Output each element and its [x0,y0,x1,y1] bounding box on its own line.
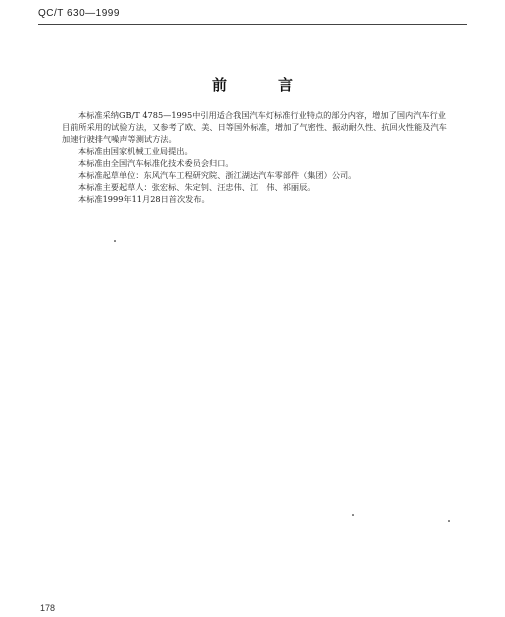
paragraph-responsible-committee: 本标准由全国汽车标准化技术委员会归口。 [78,158,234,168]
scan-speck [448,520,450,522]
paragraph-drafting-units: 本标准起草单位：东风汽车工程研究院、浙江湖达汽车零部件（集团）公司。 [78,170,357,180]
paragraph-scope: 本标准采纳GB/T 4785—1995中引用适合我国汽车灯标准行业特点的部分内容，增加了国内汽车行业目前所采用的试验方法，又参考了欧、美、日等国外标准，增加了气密性、振动耐久性、抗回火性能及汽车加速行驶排气噪声等测试方法。 [62,110,447,144]
paragraph-proposer: 本标准由国家机械工业局提出。 [78,146,193,156]
standard-code: QC/T 630—1999 [38,8,120,19]
scan-speck [114,240,116,242]
paragraph-drafters: 本标准主要起草人：张宏标、朱定钊、汪忠伟、江 伟、祁丽辰。 [78,182,316,192]
page-title: 前 言 [211,76,311,94]
foreword-body [62,109,454,205]
paragraph-release-date: 本标准1999年11月28日首次发布。 [78,194,210,204]
header-divider [38,24,467,25]
scan-speck [352,514,354,516]
page-number: 178 [40,603,56,613]
